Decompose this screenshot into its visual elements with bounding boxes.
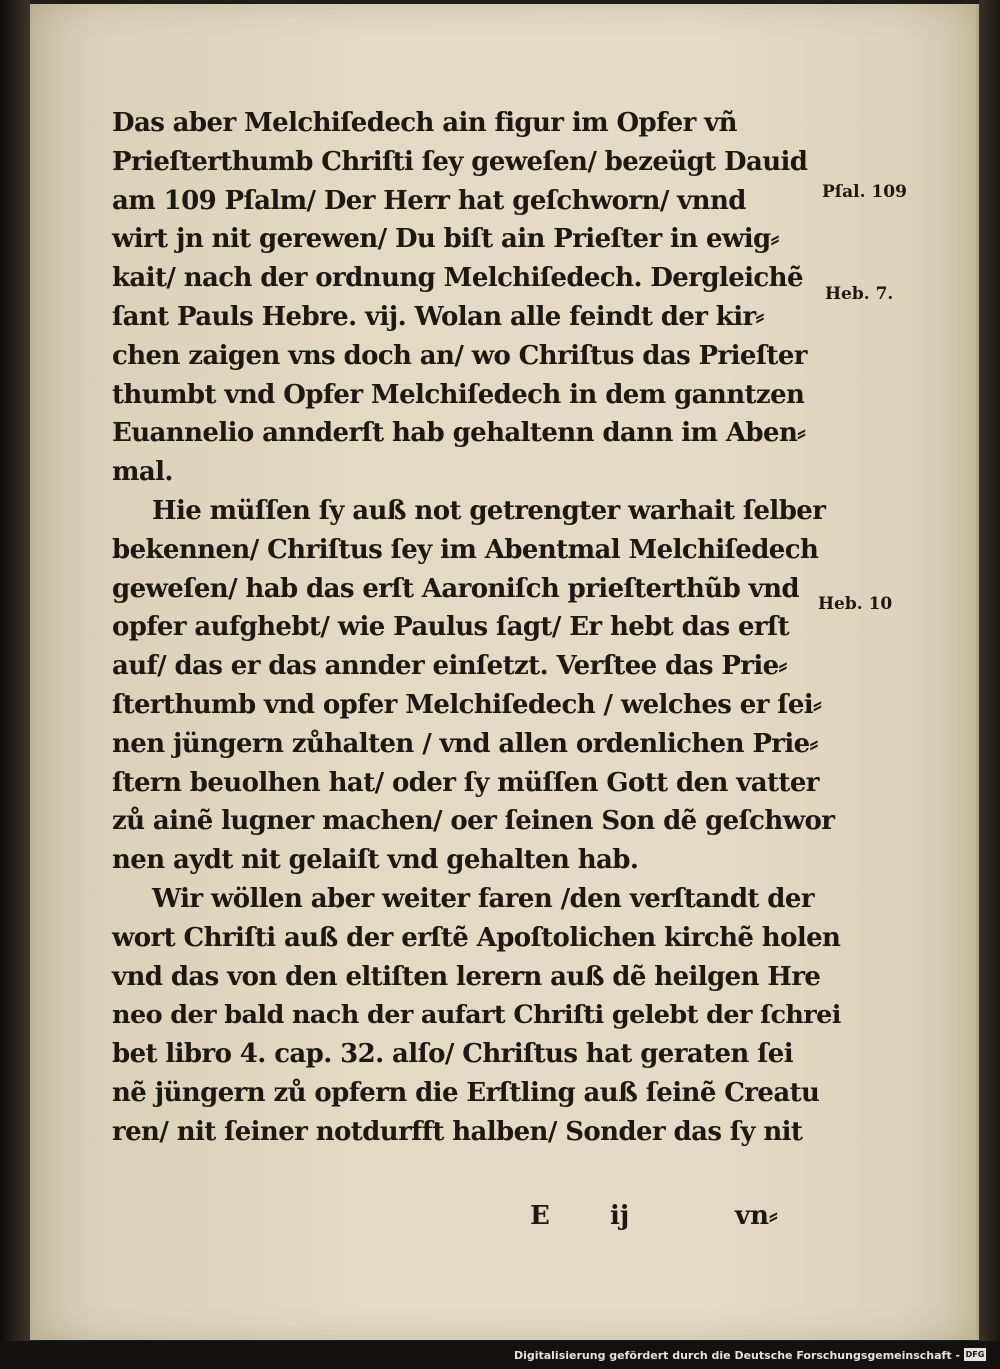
text-line: opfer aufghebt/ wie Paulus ſagt/ Er hebt das erſt (112, 612, 789, 643)
text-line: nen jüngern zůhalten / vnd allen ordenlichen Prie⸗ (112, 728, 818, 759)
text-line: neo der bald nach der aufart Chriſti gelebt der ſchrei (112, 1000, 841, 1031)
signature-mark: E (530, 1201, 550, 1231)
text-line: ſant Pauls Hebre. vij. Wolan alle feindt der kir⸗ (112, 301, 764, 332)
text-line: Prieſterthumb Chriſti ſey geweſen/ bezeügt Dauid (112, 146, 808, 177)
text-line: bet libro 4. cap. 32. alſo/ Chriſtus hat geraten ſei (112, 1039, 793, 1070)
text-line: ſterthumb vnd opfer Melchiſedech / welches er ſei⸗ (112, 689, 822, 720)
text-line: zů ainẽ lugner machen/ oer ſeinen Son dẽ geſchwor (112, 806, 835, 837)
text-line: vnd das von den eltiſten lerern auß dẽ heilgen Hre (112, 961, 821, 992)
dfg-logo-icon: DFG (965, 1350, 985, 1359)
text-line: am 109 Pſalm/ Der Herr hat geſchworn/ vnnd (112, 185, 746, 216)
book-spine-edge (0, 0, 30, 1369)
text-line: Euannelio annderſt hab gehaltenn dann im Aben⸗ (112, 418, 806, 449)
text-line: geweſen/ hab das erſt Aaroniſch prieſterthũb vnd (112, 573, 799, 604)
text-line: bekennen/ Chriſtus ſey im Abentmal Melchiſedech (112, 534, 819, 565)
text-line: Das aber Melchiſedech ain figur im Opfer vñ (112, 108, 737, 138)
page-foot-line (30, 1196, 976, 1236)
book-fore-edge (979, 0, 1000, 1369)
text-line: auf/ das er das annder einſetzt. Verſtee das Prie⸗ (112, 651, 787, 682)
text-line: ſtern beuolhen hat/ oder ſy müſſen Gott den vatter (112, 767, 819, 798)
text-line: thumbt vnd Opfer Melchiſedech in dem ganntzen (112, 379, 805, 410)
margin-note-psalm: Pſal. 109 (822, 182, 907, 202)
text-line: ren/ nit ſeiner notdurfft halben/ Sonder das ſy nit (112, 1116, 803, 1147)
funding-credit: Digitalisierung gefördert durch die Deutsche Forschungsgemeinschaft - (513, 1349, 960, 1362)
catchword: vn⸗ (735, 1201, 778, 1231)
page-body-text (112, 104, 848, 1152)
text-line: Wir wöllen aber weiter faren /den verſtandt der (152, 883, 814, 914)
folio-number: ij (610, 1201, 630, 1231)
text-line: wirt jn nit gerewen/ Du biſt ain Prieſter in ewig⸗ (112, 224, 779, 255)
text-line: Hie müſſen ſy auß not getrengter warhait ſelber (152, 495, 826, 526)
text-line: nen aydt nit gelaiſt vnd gehalten hab. (112, 845, 639, 876)
text-line: chen zaigen vns doch an/ wo Chriſtus das Prieſter (112, 340, 807, 371)
text-line: wort Chriſti auß der erſtẽ Apoſtolichen kirchẽ holen (112, 922, 841, 953)
margin-note-hebrews-7: Heb. 7. (825, 284, 894, 304)
book-page (30, 4, 979, 1340)
margin-note-hebrews-10: Heb. 10 (818, 594, 893, 614)
text-line: nẽ jüngern zů opfern die Erſtling auß ſeinẽ Creatu (112, 1077, 820, 1108)
text-line: mal. (112, 457, 173, 488)
text-line: kait/ nach der ordnung Melchiſedech. Dergleichẽ (112, 263, 803, 294)
